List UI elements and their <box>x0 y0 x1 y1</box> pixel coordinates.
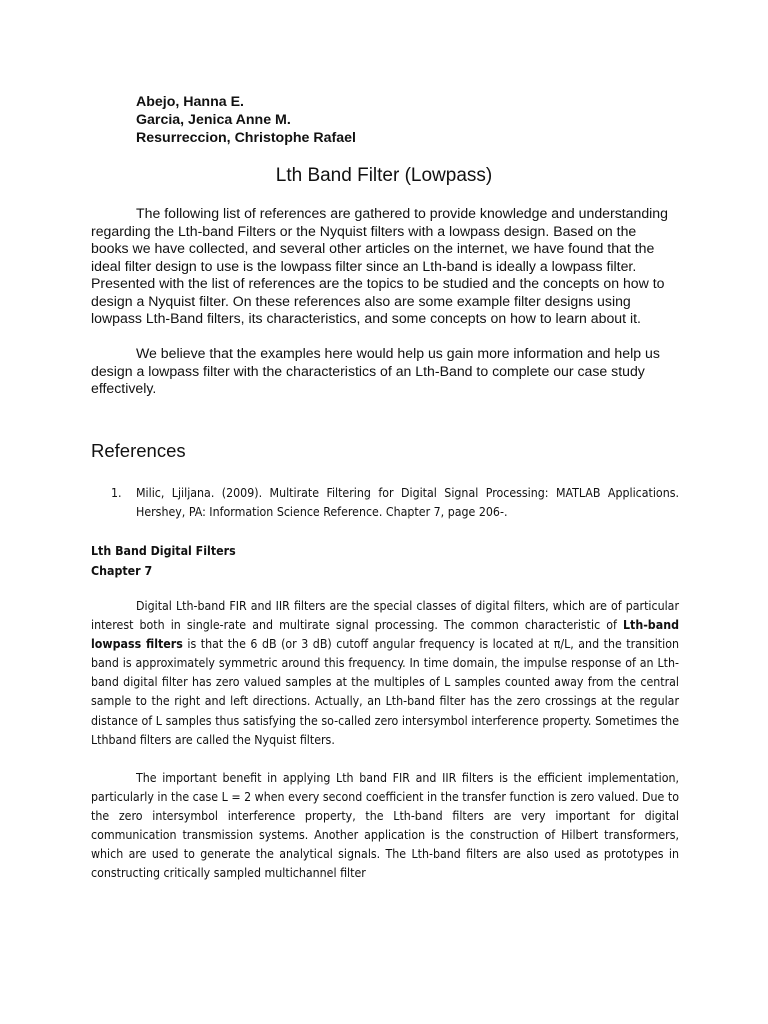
introduction <box>91 205 677 398</box>
reference-text: Milic, Ljiljana. (2009). Multirate Filtering for Digital Signal Processing: MATLAB Applications. Hershey, PA: Information Science Reference. Chapter 7, page 206-. <box>136 486 679 519</box>
body-text-run: is that the 6 dB (or 3 dB) cutoff angular frequency is located at π/L, and the transition band is approximately symmetric around this frequency. In time domain, the impulse response of an Lth-band digital filter has zero valued samples at the multiples of L samples counted away from the central sample to the right and left directions. Actually, an Lth-band filter has the zero crossings at the regular distance of L samples thus satisfying the so-called zero intersymbol interference property. Sometimes the Lthband filters are called the Nyquist filters. <box>91 637 679 747</box>
document-title: Lth Band Filter (Lowpass) <box>275 165 493 186</box>
intro-paragraph: We believe that the examples here would help us gain more information and help us design a lowpass filter with the characteristics of an Lth-Band to complete our case study effectively. <box>91 345 660 396</box>
reference-item <box>91 484 679 522</box>
section-title: Lth Band Digital Filters <box>91 544 236 558</box>
section-chapter: Chapter 7 <box>91 564 153 578</box>
body-paragraph <box>91 597 679 750</box>
body-text-run: Digital Lth-band FIR and IIR filters are the special classes of digital filters, which are of particular interest both in single-rate and multirate signal processing. The common characteristic of <box>91 599 679 633</box>
section-heading <box>91 541 236 581</box>
reference-number: 1. <box>111 486 122 500</box>
references-heading: References <box>91 440 186 461</box>
author-list <box>136 93 356 147</box>
body-paragraph: The important benefit in applying Lth band FIR and IIR filters is the efficient implementation, particularly in the case L = 2 when every second coefficient in the transfer function is zero valued. Due to the zero intersymbol interference property, the Lth-band filters are very important for digital communication transmission systems. Another application is the construction of Hilbert transformers, which are used to generate the analytical signals. The Lth-band filters are also used as prototypes in constructing critically sampled multichannel filter <box>91 770 679 881</box>
section-body <box>91 597 679 883</box>
intro-paragraph: The following list of references are gathered to provide knowledge and understanding regarding the Lth-band Filters or the Nyquist filters with a lowpass design. Based on the books we have collected, and several other articles on the internet, we have found that the ideal filter design to use is the lowpass filter since an Lth-band is ideally a lowpass filter. Presented with the list of references are the topics to be studied and the concepts on how to design a Nyquist filter. On these references also are some example filter designs using lowpass Lth-Band filters, its characteristics, and some concepts on how to learn about it. <box>91 205 668 326</box>
author-name: Abejo, Hanna E. <box>136 94 244 110</box>
reference-list <box>91 484 679 522</box>
author-name: Garcia, Jenica Anne M. <box>136 112 291 128</box>
author-name: Resurreccion, Christophe Rafael <box>136 130 356 146</box>
body-bold-term: Lth-band lowpass filters <box>91 618 679 652</box>
